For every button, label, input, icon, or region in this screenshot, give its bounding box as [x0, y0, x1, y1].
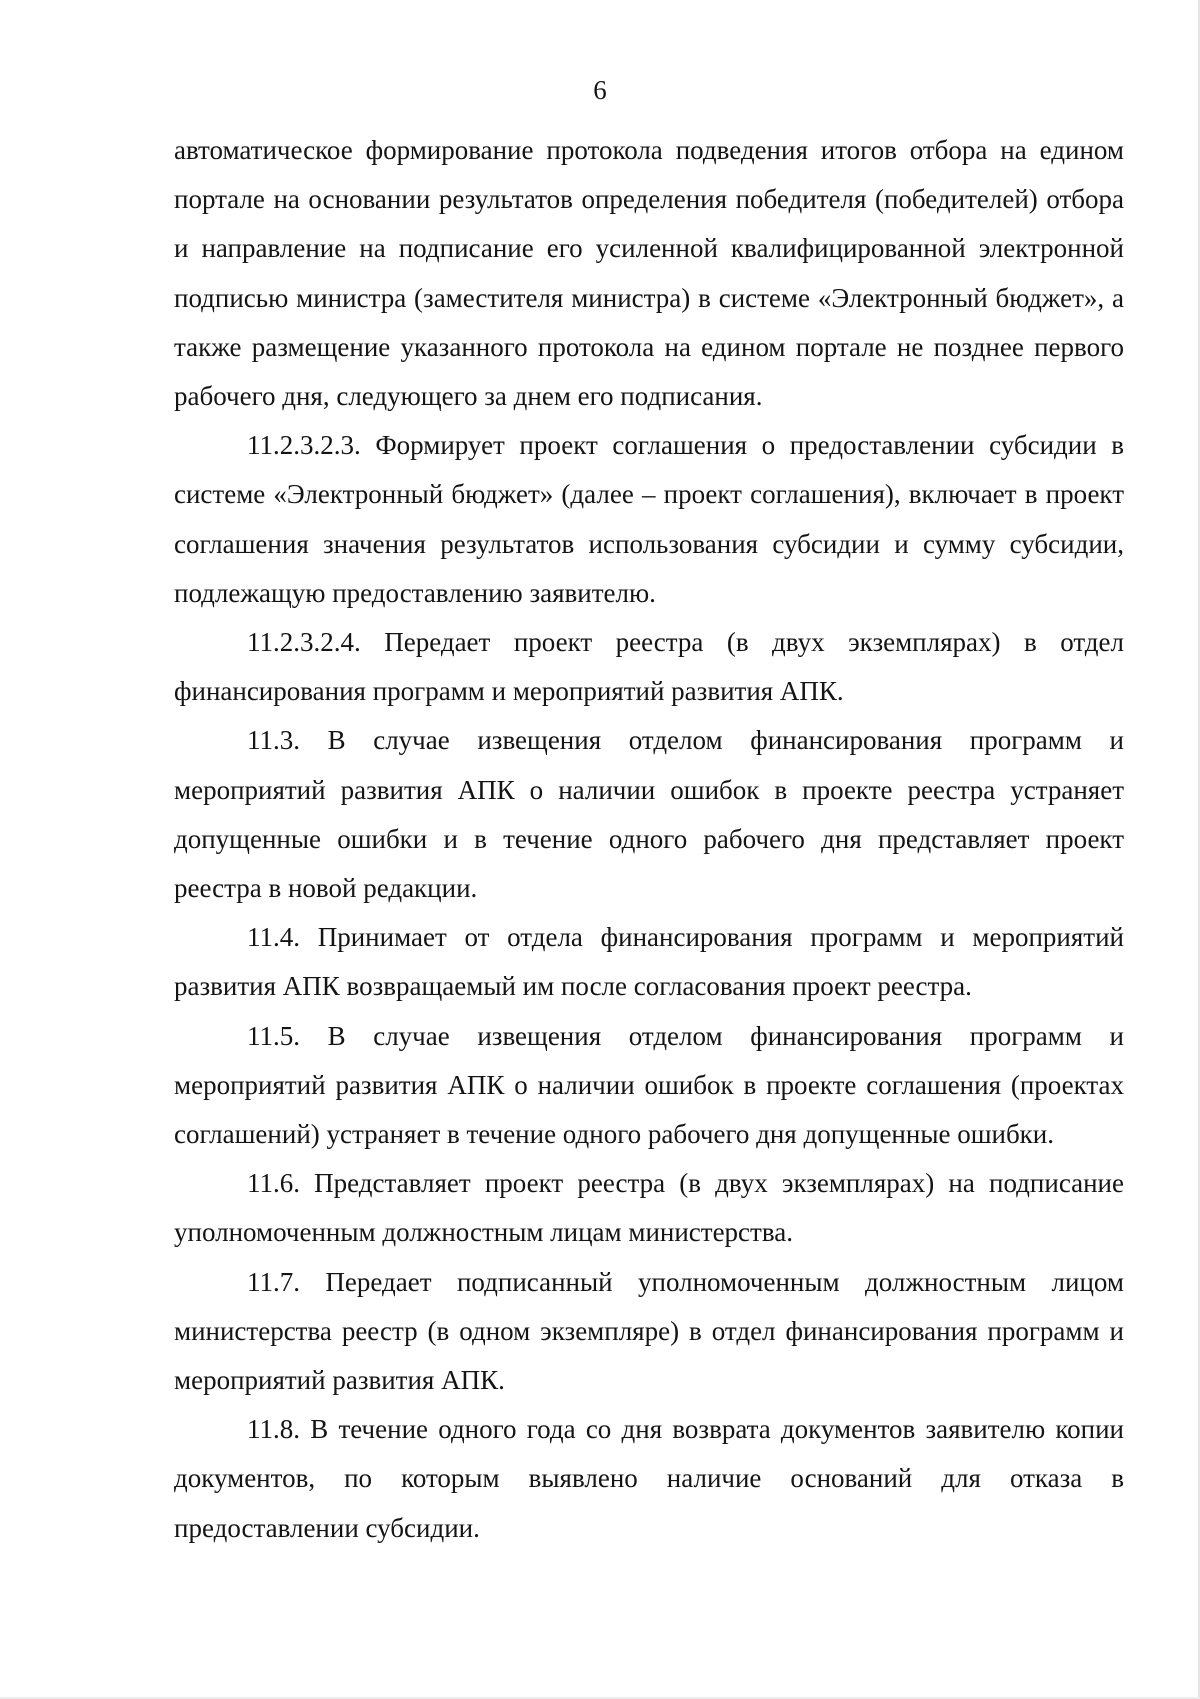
document-body [174, 126, 1124, 1553]
paragraph-11-8: 11.8. В течение одного года со дня возврата документов заявителю копии документов, по которым выявлено наличие оснований для отказа в предоставлении субсидии. [174, 1414, 1124, 1543]
paragraph-11-3: 11.3. В случае извещения отделом финансирования программ и мероприятий развития АПК о наличии ошибок в проекте реестра устраняет допущенные ошибки и в течение одного рабочего дня представляет проект реестра в новой редакции. [174, 725, 1124, 904]
paragraph-11-4: 11.4. Принимает от отдела финансирования программ и мероприятий развития АПК возвращаемый им после согласования проект реестра. [174, 922, 1124, 1002]
paragraph-11-2-3-2-4: 11.2.3.2.4. Передает проект реестра (в двух экземплярах) в отдел финансирования программ и мероприятий развития АПК. [174, 627, 1124, 707]
paragraph-11-6: 11.6. Представляет проект реестра (в двух экземплярах) на подписание уполномоченным должностным лицам министерства. [174, 1168, 1124, 1248]
page-number: 6 [593, 75, 607, 105]
paragraph-11-5: 11.5. В случае извещения отделом финансирования программ и мероприятий развития АПК о наличии ошибок в проекте соглашения (проектах соглашений) устраняет в течение одного рабочего дня допущенные ошибки. [174, 1020, 1124, 1150]
paragraph-continuation: автоматическое формирование протокола подведения итогов отбора на едином портале на основании результатов определения победителя (победителей) отбора и направление на подписание его усиленной квалифицированной электронной подписью министра (заместителя министра) в системе «Электронный бюджет», а также размещение указанного протокола на едином портале не позднее первого рабочего дня, следующего за днем его подписания. [174, 135, 1124, 412]
paragraph-11-2-3-2-3: 11.2.3.2.3. Формирует проект соглашения о предоставлении субсидии в системе «Электронный бюджет» (далее – проект соглашения), включает в проект соглашения значения результатов использования субсидии и сумму субсидии, подлежащую предоставлению заявителю. [174, 430, 1124, 608]
paragraph-11-7: 11.7. Передает подписанный уполномоченным должностным лицом министерства реестр (в одном экземпляре) в отдел финансирования программ и мероприятий развития АПК. [174, 1266, 1124, 1396]
